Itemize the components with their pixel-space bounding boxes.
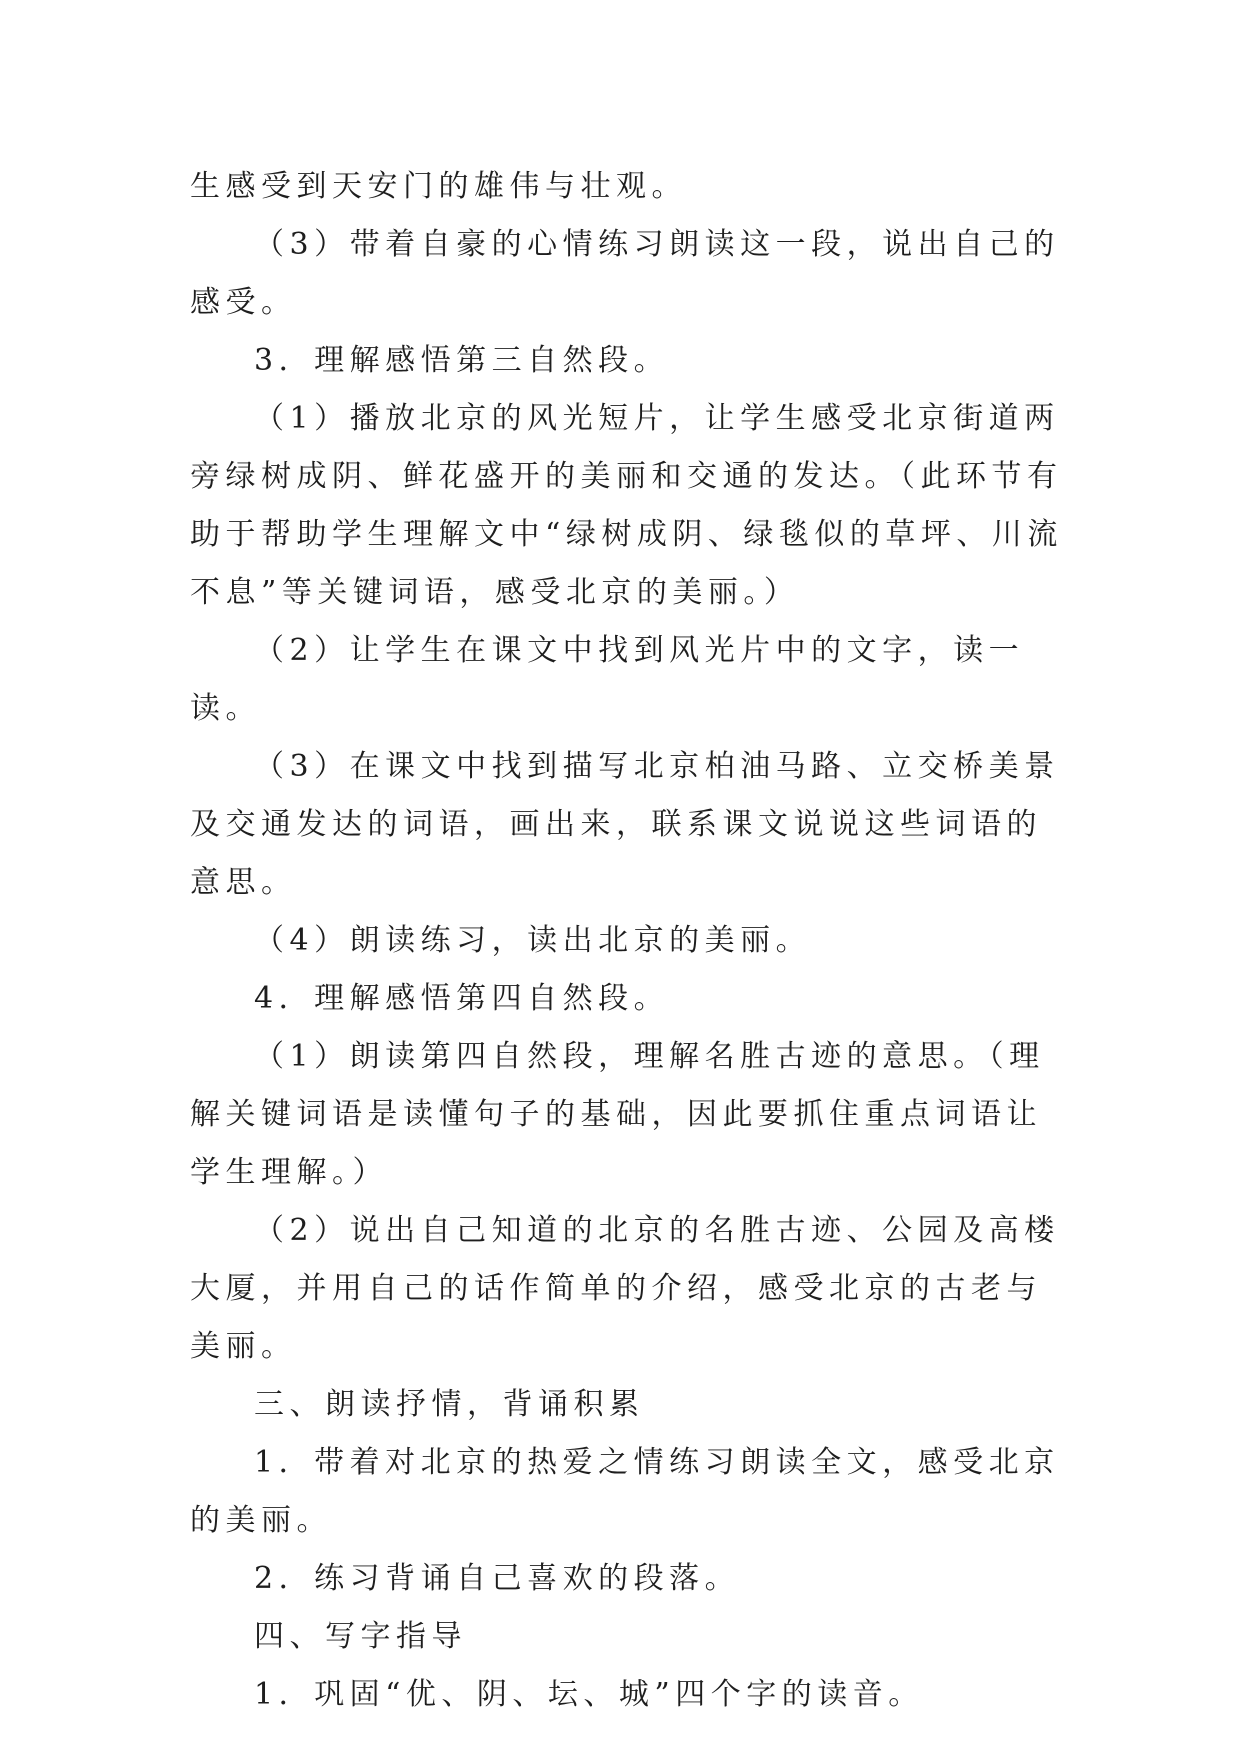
paragraph: 生感受到天安门的雄伟与壮观。	[190, 169, 687, 204]
paragraph: （4）朗读练习，读出北京的美丽。	[254, 923, 812, 958]
paragraph: 1．带着对北京的热爱之情练习朗读全文，感受北京的美丽。	[190, 1445, 1060, 1538]
section-heading: 4．理解感悟第四自然段。	[254, 981, 670, 1016]
paragraph: （2）说出自己知道的北京的名胜古迹、公园及高楼大厦，并用自己的话作简单的介绍，感受北京的古老与美丽。	[190, 1213, 1060, 1364]
section-heading: 3．理解感悟第三自然段。	[254, 343, 670, 378]
paragraph: （3）在课文中找到描写北京柏油马路、立交桥美景及交通发达的词语，画出来，联系课文说说这些词语的意思。	[190, 749, 1060, 900]
paragraph: 2．练习背诵自己喜欢的段落。	[254, 1561, 741, 1596]
section-heading: 四、写字指导	[254, 1619, 467, 1654]
section-heading: 三、朗读抒情，背诵积累	[254, 1387, 645, 1422]
paragraph: （1）播放北京的风光短片，让学生感受北京街道两旁绿树成阴、鲜花盛开的美丽和交通的发达。（此环节有助于帮助学生理解文中“绿树成阴、绿毯似的草坪、川流不息”等关键词语，感受北京的美丽。）	[190, 401, 1063, 610]
paragraph: （3）带着自豪的心情练习朗读这一段，说出自己的感受。	[190, 227, 1060, 320]
document-body	[190, 158, 1070, 1724]
paragraph: （1）朗读第四自然段，理解名胜古迹的意思。（理解关键词语是读懂句子的基础，因此要抓住重点词语让学生理解。）	[190, 1039, 1045, 1190]
paragraph: （2）让学生在课文中找到风光片中的文字，读一读。	[190, 633, 1025, 726]
paragraph: 1．巩固“优、阴、坛、城”四个字的读音。	[254, 1677, 924, 1712]
